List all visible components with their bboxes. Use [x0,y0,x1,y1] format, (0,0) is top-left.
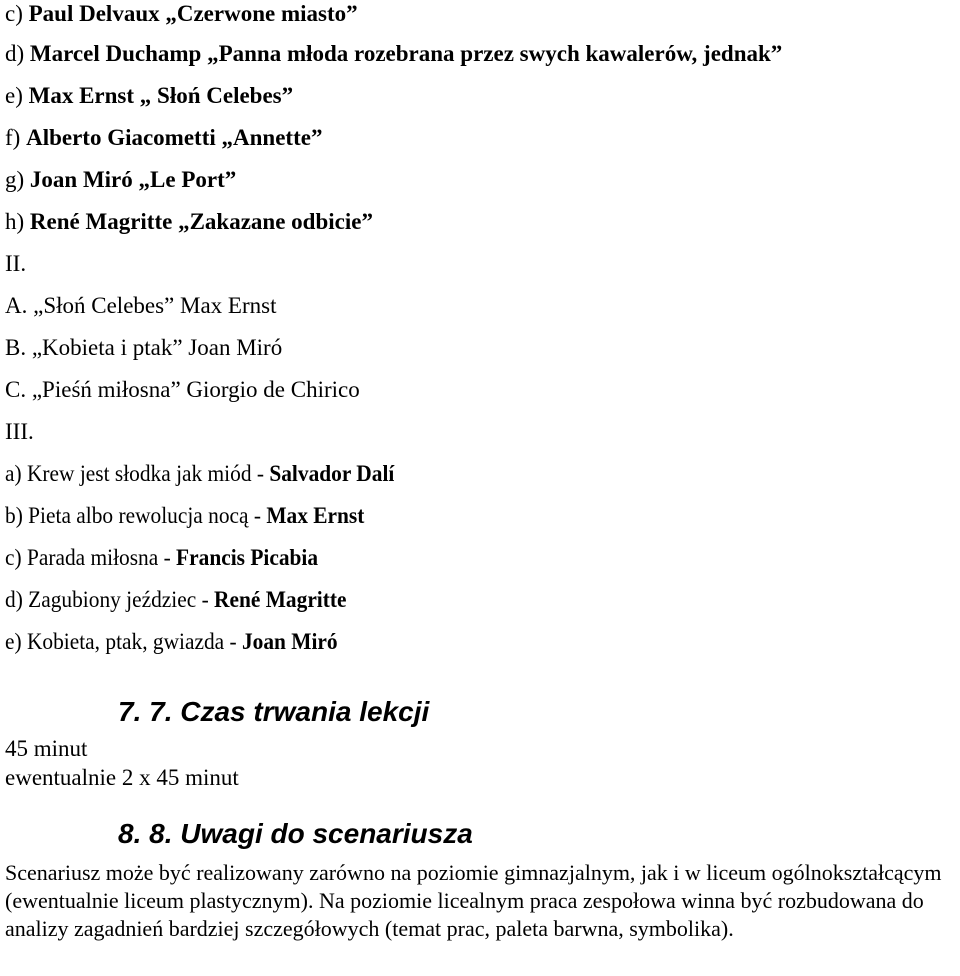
matching-item-b: B. „Kobieta i ptak” Joan Miró [5,335,283,360]
painting-item-e [5,628,363,656]
section-heading-remarks: 8. 8. Uwagi do scenariusza [118,818,473,849]
item-prefix: e) [5,83,29,108]
painting-title: c) Parada miłosna - [5,545,177,570]
item-prefix: g) [5,167,30,192]
section-heading-iii: III. [5,419,34,444]
item-text: René Magritte „Zakazane odbicie” [29,209,373,234]
painting-item-a [5,460,424,488]
item-prefix: f) [5,125,27,150]
painting-item-c [5,544,342,572]
painting-title: e) Kobieta, ptak, gwiazda - [5,629,242,654]
item-prefix: c) [5,1,29,26]
item-text: Joan Miró „Le Port” [29,167,237,192]
remarks-paragraph: Scenariusz może być realizowany zarówno na poziomie gimnazjalnym, jak i w liceum ogólnokształcącym (ewentualnie liceum plastycznym). Na poziomie licealnym praca zespołowa winna być rozbudowana do analizy zagadnień bardziej szczegółowych (temat prac, paleta barwna, symbolika). [5,860,942,941]
item-text: Paul Delvaux „Czerwone miasto” [28,1,358,26]
item-text: Max Ernst „ Słoń Celebes” [28,83,294,108]
item-prefix: h) [5,209,30,234]
painting-title: d) Zagubiony jeździec - [5,587,215,612]
painting-item-b [5,502,391,530]
painting-title: a) Krew jest słodka jak miód - [5,461,270,486]
painting-item-d [5,586,372,614]
list-item-h [5,208,373,236]
matching-item-a: A. „Słoń Celebes” Max Ernst [5,293,277,318]
painting-artist: Max Ernst [266,503,365,528]
item-text: Marcel Duchamp „Panna młoda rozebrana przez swych kawalerów, jednak” [29,41,783,66]
painting-artist: Salvador Dalí [269,461,395,486]
item-prefix: d) [5,41,30,66]
painting-artist: Francis Picabia [176,545,319,570]
duration-line-1: 45 minut [5,736,88,761]
list-item-f [5,124,322,152]
list-item-c [5,0,358,28]
list-item-d [5,40,782,68]
painting-title: b) Pieta albo rewolucja nocą - [5,503,267,528]
painting-artist: Joan Miró [241,629,338,654]
item-text: Alberto Giacometti „Annette” [26,125,323,150]
duration-line-2: ewentualnie 2 x 45 minut [5,765,239,790]
section-heading-ii: II. [5,251,27,276]
section-heading-lesson-duration: 7. 7. Czas trwania lekcji [118,696,430,727]
painting-artist: René Magritte [214,587,347,612]
list-item-e [5,82,293,110]
list-item-g [5,166,236,194]
matching-item-c: C. „Pieśń miłosna” Giorgio de Chirico [5,377,360,402]
